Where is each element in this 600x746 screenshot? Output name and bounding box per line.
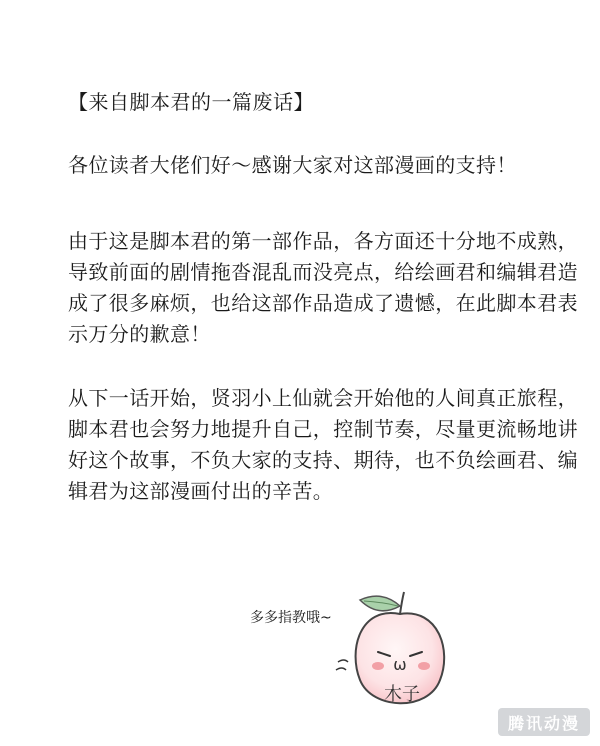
paragraph-line: 辑君为这部漫画付出的辛苦。 — [68, 479, 334, 503]
paragraph-line: 好这个故事，不负大家的支持、期待，也不负绘画君、编 — [68, 448, 578, 472]
paragraph-line: 示万分的歉意！ — [68, 322, 211, 346]
paragraph-line: 脚本君也会努力地提升自己，控制节奏，尽量更流畅地讲 — [68, 417, 578, 441]
paragraph-apology — [68, 226, 578, 350]
paragraph-greeting — [68, 150, 558, 181]
watermark-logo-icon — [498, 708, 590, 736]
paragraph-line: 导致前面的剧情拖沓混乱而没亮点，给绘画君和编辑君造 — [68, 260, 578, 284]
mascot-name: 木子 — [384, 684, 420, 705]
mascot-face: ω — [393, 655, 407, 674]
page-title: 【来自脚本君的一篇废话】 — [68, 90, 314, 114]
leaf-icon — [360, 596, 400, 611]
stem-icon — [400, 592, 404, 614]
blush-left-icon — [372, 662, 384, 670]
peach-mascot-drawing — [320, 570, 480, 730]
watermark-text: 腾讯动漫 — [507, 713, 580, 733]
paragraph-line: 由于这是脚本君的第一部作品，各方面还十分地不成熟， — [68, 229, 578, 253]
paragraph-line: 各位读者大佬们好～感谢大家对这部漫画的支持！ — [68, 153, 517, 177]
paragraph-line: 从下一话开始，贤羽小上仙就会开始他的人间真正旅程， — [68, 386, 578, 410]
peach-mascot-icon — [320, 570, 480, 730]
mascot-caption: 多多指教哦~ — [250, 610, 332, 626]
blush-right-icon — [418, 662, 430, 670]
paragraph-line: 成了很多麻烦，也给这部作品造成了遗憾，在此脚本君表 — [68, 291, 578, 315]
paragraph-promise — [68, 383, 578, 507]
